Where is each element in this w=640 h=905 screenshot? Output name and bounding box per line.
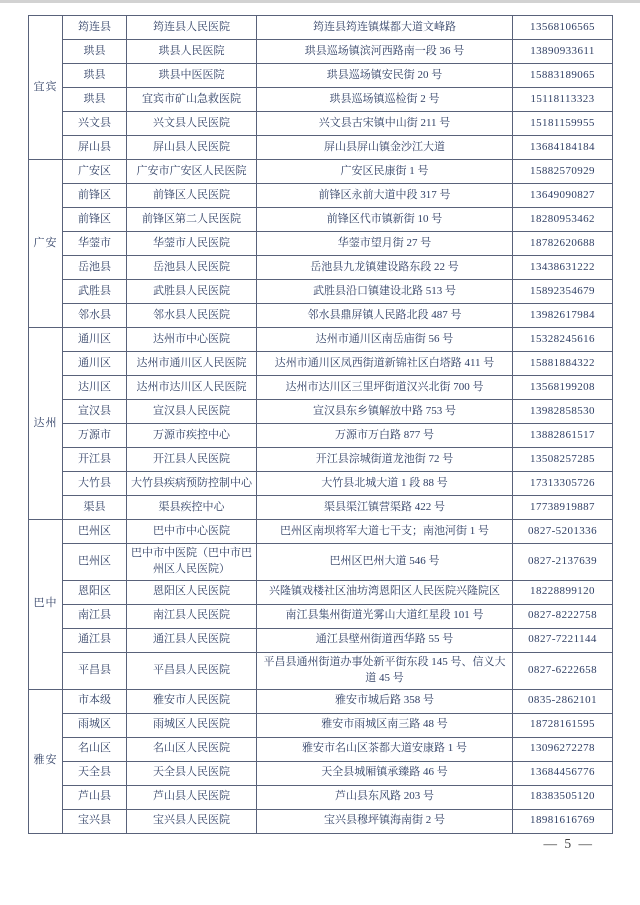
- table-row: [29, 652, 613, 689]
- phone-cell: 17738919887: [513, 496, 613, 520]
- hospital-cell: 岳池县人民医院: [127, 256, 257, 280]
- county-cell: 恩阳区: [63, 580, 127, 604]
- phone-cell: 13096272278: [513, 737, 613, 761]
- county-cell: 兴文县: [63, 112, 127, 136]
- address-cell: 宣汉县东乡镇解放中路 753 号: [257, 400, 513, 424]
- county-cell: 平昌县: [63, 652, 127, 689]
- table-row: [29, 472, 613, 496]
- hospital-cell: 恩阳区人民医院: [127, 580, 257, 604]
- county-cell: 巴州区: [63, 544, 127, 581]
- address-cell: 雅安市城后路 358 号: [257, 689, 513, 713]
- address-cell: 岳池县九龙镇建设路东段 22 号: [257, 256, 513, 280]
- county-cell: 市本级: [63, 689, 127, 713]
- table-row: [29, 208, 613, 232]
- table-row: [29, 160, 613, 184]
- hospital-cell: 渠县疾控中心: [127, 496, 257, 520]
- hospital-cell: 芦山县人民医院: [127, 785, 257, 809]
- table-row: [29, 761, 613, 785]
- address-cell: 雅安市雨城区南三路 48 号: [257, 713, 513, 737]
- county-cell: 巴州区: [63, 520, 127, 544]
- table-row: [29, 809, 613, 833]
- hospital-cell: 筠连县人民医院: [127, 16, 257, 40]
- table-row: [29, 580, 613, 604]
- table-row: [29, 544, 613, 581]
- hospital-cell: 天全县人民医院: [127, 761, 257, 785]
- hospital-cell: 宝兴县人民医院: [127, 809, 257, 833]
- phone-cell: 13649090827: [513, 184, 613, 208]
- county-cell: 岳池县: [63, 256, 127, 280]
- hospital-cell: 达州市中心医院: [127, 328, 257, 352]
- phone-cell: 13684456776: [513, 761, 613, 785]
- hospital-cell: 华蓥市人民医院: [127, 232, 257, 256]
- address-cell: 珙县巡场镇滨河西路南一段 36 号: [257, 40, 513, 64]
- address-cell: 雅安市名山区茶都大道安康路 1 号: [257, 737, 513, 761]
- phone-cell: 18728161595: [513, 713, 613, 737]
- county-cell: 大竹县: [63, 472, 127, 496]
- hospital-cell: 名山区人民医院: [127, 737, 257, 761]
- table-row: [29, 737, 613, 761]
- county-cell: 渠县: [63, 496, 127, 520]
- table-row: [29, 628, 613, 652]
- county-cell: 通江县: [63, 628, 127, 652]
- county-cell: 珙县: [63, 88, 127, 112]
- table-row: [29, 88, 613, 112]
- county-cell: 宝兴县: [63, 809, 127, 833]
- phone-cell: 0835-2862101: [513, 689, 613, 713]
- county-cell: 开江县: [63, 448, 127, 472]
- phone-cell: 13982617984: [513, 304, 613, 328]
- hospital-cell: 邻水县人民医院: [127, 304, 257, 328]
- table-row: [29, 713, 613, 737]
- address-cell: 珙县巡场镇巡检街 2 号: [257, 88, 513, 112]
- hospital-cell: 珙县中医医院: [127, 64, 257, 88]
- table-row: [29, 520, 613, 544]
- hospital-cell: 前锋区第二人民医院: [127, 208, 257, 232]
- table-row: [29, 785, 613, 809]
- address-cell: 天全县城厢镇承臻路 46 号: [257, 761, 513, 785]
- county-cell: 芦山县: [63, 785, 127, 809]
- address-cell: 兴文县古宋镇中山街 211 号: [257, 112, 513, 136]
- county-cell: 珙县: [63, 40, 127, 64]
- hospital-cell: 万源市疾控中心: [127, 424, 257, 448]
- county-cell: 南江县: [63, 604, 127, 628]
- table-row: [29, 184, 613, 208]
- hospital-cell: 宣汉县人民医院: [127, 400, 257, 424]
- county-cell: 屏山县: [63, 136, 127, 160]
- address-cell: 武胜县沿口镇建设北路 513 号: [257, 280, 513, 304]
- county-cell: 达川区: [63, 376, 127, 400]
- address-cell: 开江县淙城街道龙池街 72 号: [257, 448, 513, 472]
- table-row: [29, 352, 613, 376]
- county-cell: 前锋区: [63, 184, 127, 208]
- table-row: [29, 40, 613, 64]
- address-cell: 大竹县北城大道 1 段 88 号: [257, 472, 513, 496]
- table-row: [29, 16, 613, 40]
- table-row: [29, 256, 613, 280]
- phone-cell: 15882570929: [513, 160, 613, 184]
- hospital-cell: 达州市通川区人民医院: [127, 352, 257, 376]
- phone-cell: 18228899120: [513, 580, 613, 604]
- hospital-table-body: [29, 16, 613, 834]
- address-cell: 前锋区代市镇新街 10 号: [257, 208, 513, 232]
- phone-cell: 15328245616: [513, 328, 613, 352]
- hospital-cell: 通江县人民医院: [127, 628, 257, 652]
- phone-cell: 15118113323: [513, 88, 613, 112]
- address-cell: 宝兴县穆坪镇海南街 2 号: [257, 809, 513, 833]
- phone-cell: 13684184184: [513, 136, 613, 160]
- phone-cell: 18383505120: [513, 785, 613, 809]
- county-cell: 邻水县: [63, 304, 127, 328]
- phone-cell: 18981616769: [513, 809, 613, 833]
- city-cell: 达州: [29, 328, 63, 520]
- hospital-cell: 广安市广安区人民医院: [127, 160, 257, 184]
- table-row: [29, 424, 613, 448]
- hospital-cell: 开江县人民医院: [127, 448, 257, 472]
- county-cell: 天全县: [63, 761, 127, 785]
- phone-cell: 17313305726: [513, 472, 613, 496]
- hospital-table: [28, 15, 613, 834]
- phone-cell: 13982858530: [513, 400, 613, 424]
- county-cell: 筠连县: [63, 16, 127, 40]
- table-row: [29, 304, 613, 328]
- phone-cell: 15881884322: [513, 352, 613, 376]
- city-cell: 宜宾: [29, 16, 63, 160]
- address-cell: 南江县集州街道光雾山大道红星段 101 号: [257, 604, 513, 628]
- hospital-cell: 雅安市人民医院: [127, 689, 257, 713]
- address-cell: 巴州区南坝将军大道七干支；南池河街 1 号: [257, 520, 513, 544]
- city-cell: 巴中: [29, 520, 63, 690]
- hospital-cell: 兴文县人民医院: [127, 112, 257, 136]
- table-row: [29, 280, 613, 304]
- hospital-cell: 前锋区人民医院: [127, 184, 257, 208]
- phone-cell: 13438631222: [513, 256, 613, 280]
- county-cell: 武胜县: [63, 280, 127, 304]
- address-cell: 筠连县筠连镇煤都大道文峰路: [257, 16, 513, 40]
- city-cell: 雅安: [29, 689, 63, 833]
- address-cell: 渠县渠江镇营渠路 422 号: [257, 496, 513, 520]
- phone-cell: 13882861517: [513, 424, 613, 448]
- table-row: [29, 136, 613, 160]
- phone-cell: 13568106565: [513, 16, 613, 40]
- address-cell: 广安区民康街 1 号: [257, 160, 513, 184]
- address-cell: 万源市万白路 877 号: [257, 424, 513, 448]
- county-cell: 华蓥市: [63, 232, 127, 256]
- address-cell: 达州市通川区凤西街道新锦社区白塔路 411 号: [257, 352, 513, 376]
- address-cell: 屏山县屏山镇金沙江大道: [257, 136, 513, 160]
- table-row: [29, 328, 613, 352]
- county-cell: 宣汉县: [63, 400, 127, 424]
- phone-cell: 15883189065: [513, 64, 613, 88]
- hospital-cell: 大竹县疾病预防控制中心: [127, 472, 257, 496]
- county-cell: 通川区: [63, 352, 127, 376]
- phone-cell: 0827-2137639: [513, 544, 613, 581]
- address-cell: 芦山县东风路 203 号: [257, 785, 513, 809]
- address-cell: 华蓥市望月街 27 号: [257, 232, 513, 256]
- address-cell: 达州市通川区南岳庙街 56 号: [257, 328, 513, 352]
- phone-cell: 0827-7221144: [513, 628, 613, 652]
- phone-cell: 0827-6222658: [513, 652, 613, 689]
- table-row: [29, 496, 613, 520]
- phone-cell: 0827-8222758: [513, 604, 613, 628]
- phone-cell: 13508257285: [513, 448, 613, 472]
- table-row: [29, 232, 613, 256]
- phone-cell: 13890933611: [513, 40, 613, 64]
- county-cell: 前锋区: [63, 208, 127, 232]
- address-cell: 巴州区巴州大道 546 号: [257, 544, 513, 581]
- county-cell: 名山区: [63, 737, 127, 761]
- table-row: [29, 448, 613, 472]
- address-cell: 通江县壁州街道西华路 55 号: [257, 628, 513, 652]
- address-cell: 达州市达川区三里坪街道汉兴北街 700 号: [257, 376, 513, 400]
- county-cell: 通川区: [63, 328, 127, 352]
- phone-cell: 18280953462: [513, 208, 613, 232]
- hospital-cell: 雨城区人民医院: [127, 713, 257, 737]
- address-cell: 邻水县鼎屏镇人民路北段 487 号: [257, 304, 513, 328]
- table-row: [29, 376, 613, 400]
- table-row: [29, 64, 613, 88]
- hospital-cell: 巴中市中医院（巴中市巴州区人民医院）: [127, 544, 257, 581]
- hospital-cell: 南江县人民医院: [127, 604, 257, 628]
- hospital-cell: 平昌县人民医院: [127, 652, 257, 689]
- county-cell: 珙县: [63, 64, 127, 88]
- phone-cell: 15181159955: [513, 112, 613, 136]
- hospital-cell: 武胜县人民医院: [127, 280, 257, 304]
- hospital-cell: 宜宾市矿山急救医院: [127, 88, 257, 112]
- table-row: [29, 400, 613, 424]
- address-cell: 兴隆镇戏楼社区油坊湾恩阳区人民医院兴隆院区: [257, 580, 513, 604]
- county-cell: 广安区: [63, 160, 127, 184]
- county-cell: 万源市: [63, 424, 127, 448]
- address-cell: 珙县巡场镇安民街 20 号: [257, 64, 513, 88]
- phone-cell: 15892354679: [513, 280, 613, 304]
- table-row: [29, 604, 613, 628]
- phone-cell: 18782620688: [513, 232, 613, 256]
- phone-cell: 0827-5201336: [513, 520, 613, 544]
- county-cell: 雨城区: [63, 713, 127, 737]
- address-cell: 平昌县通州街道办事处新平街东段 145 号、信义大道 45 号: [257, 652, 513, 689]
- hospital-cell: 屏山县人民医院: [127, 136, 257, 160]
- hospital-cell: 达州市达川区人民医院: [127, 376, 257, 400]
- hospital-cell: 珙县人民医院: [127, 40, 257, 64]
- table-row: [29, 112, 613, 136]
- hospital-cell: 巴中市中心医院: [127, 520, 257, 544]
- table-row: [29, 689, 613, 713]
- address-cell: 前锋区永前大道中段 317 号: [257, 184, 513, 208]
- hospital-table-container: [28, 15, 612, 834]
- phone-cell: 13568199208: [513, 376, 613, 400]
- page-number: — 5 —: [543, 836, 594, 851]
- city-cell: 广安: [29, 160, 63, 328]
- page-edge: [0, 0, 640, 3]
